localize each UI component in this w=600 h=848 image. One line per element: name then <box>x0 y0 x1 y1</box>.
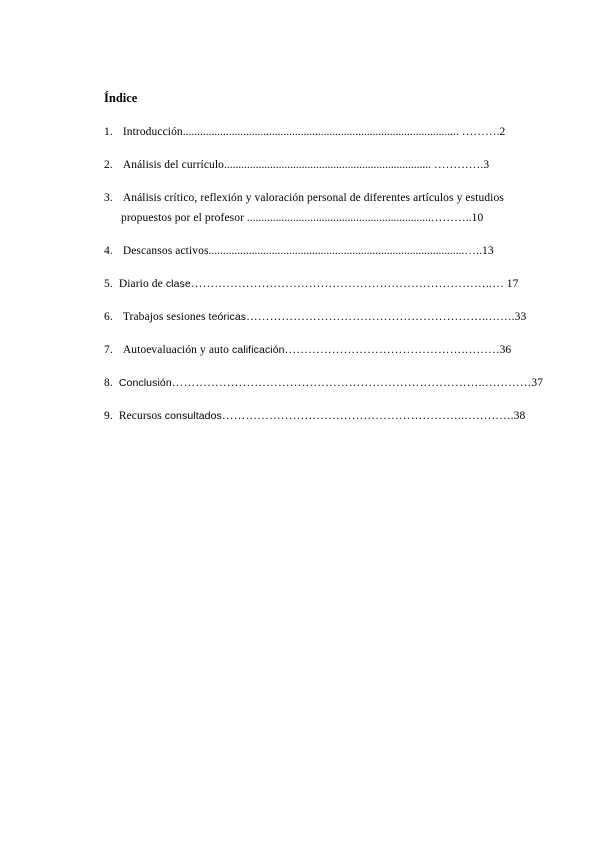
entry-page: 37 <box>531 377 544 389</box>
toc-entry[interactable] <box>104 158 489 172</box>
toc-entry[interactable] <box>104 244 494 258</box>
entry-text-continued: propuestos por el profesor <box>121 212 245 224</box>
entry-dots-2: ……….. <box>430 212 472 224</box>
toc-title: Índice <box>104 91 138 105</box>
entry-number: 6. <box>104 311 113 323</box>
toc-entry[interactable] <box>104 191 504 205</box>
entry-dots-2: ….. <box>464 245 482 257</box>
toc-entry-continuation[interactable] <box>121 211 483 225</box>
entry-dots: ................................................................ <box>244 212 431 224</box>
entry-dots: ………………………………………………………………….. <box>190 278 493 290</box>
entry-dots: ................................................................................................ <box>182 126 459 138</box>
entry-text: Descansos activos <box>122 245 209 257</box>
entry-text-emph: Conclusión <box>118 377 172 389</box>
entry-dots-2: …………. <box>464 410 514 422</box>
entry-dots: …………………………………………………….. <box>221 410 465 422</box>
entry-number: 8. <box>104 377 113 389</box>
entry-number: 1. <box>104 126 113 138</box>
entry-page: 3 <box>483 159 490 171</box>
entry-dots: ........................................................................ <box>224 159 432 171</box>
entry-number: 3. <box>104 192 113 204</box>
toc-entry[interactable] <box>104 343 511 357</box>
entry-text: Análisis crítico, reflexión y valoración personal de diferentes artículos y estudios <box>122 192 504 204</box>
toc-entry[interactable] <box>104 277 518 291</box>
entry-number: 9. <box>104 410 113 422</box>
entry-page: 13 <box>481 245 494 257</box>
entry-number: 4. <box>104 245 113 257</box>
entry-text-emph: consultados <box>164 410 222 422</box>
entry-text: Análisis del currículo <box>122 159 225 171</box>
entry-dots-2: ………. <box>458 126 500 138</box>
entry-number: 7. <box>104 344 113 356</box>
entry-text: Recursos <box>118 410 165 422</box>
entry-text: Introducción <box>122 126 183 138</box>
entry-text: Trabajos sesiones <box>122 311 209 323</box>
toc-entry[interactable] <box>104 376 543 390</box>
entry-dots: ......................................................................................... <box>208 245 465 257</box>
entry-dots-2: ……. <box>488 311 515 323</box>
entry-dots-2: ……… <box>464 344 500 356</box>
toc-entry[interactable] <box>104 409 525 423</box>
entry-dots-2: ………… <box>484 377 532 389</box>
entry-text-emph: clase <box>165 278 191 290</box>
toc-entry[interactable] <box>104 125 505 139</box>
toc-entry[interactable] <box>104 310 526 324</box>
entry-dots-2: … <box>492 278 504 290</box>
entry-text: Autoevaluación y auto <box>122 344 233 356</box>
entry-page: 10 <box>471 212 484 224</box>
entry-page: 17 <box>506 278 519 290</box>
entry-page: 38 <box>513 410 526 422</box>
entry-dots: …………………………………………………………………….. <box>171 377 485 389</box>
entry-text: Diario de <box>118 278 166 290</box>
entry-page: 36 <box>499 344 512 356</box>
entry-number: 5. <box>104 278 113 290</box>
entry-page: 2 <box>499 126 506 138</box>
entry-text-emph: teóricas <box>208 311 247 323</box>
entry-text-emph: calificación <box>232 344 285 356</box>
entry-dots-2: …………. <box>431 159 484 171</box>
entry-dots: …………………………………………………….. <box>246 311 489 323</box>
entry-dots: ………………………………………. <box>284 344 465 356</box>
entry-page: 33 <box>514 311 527 323</box>
entry-number: 2. <box>104 159 113 171</box>
